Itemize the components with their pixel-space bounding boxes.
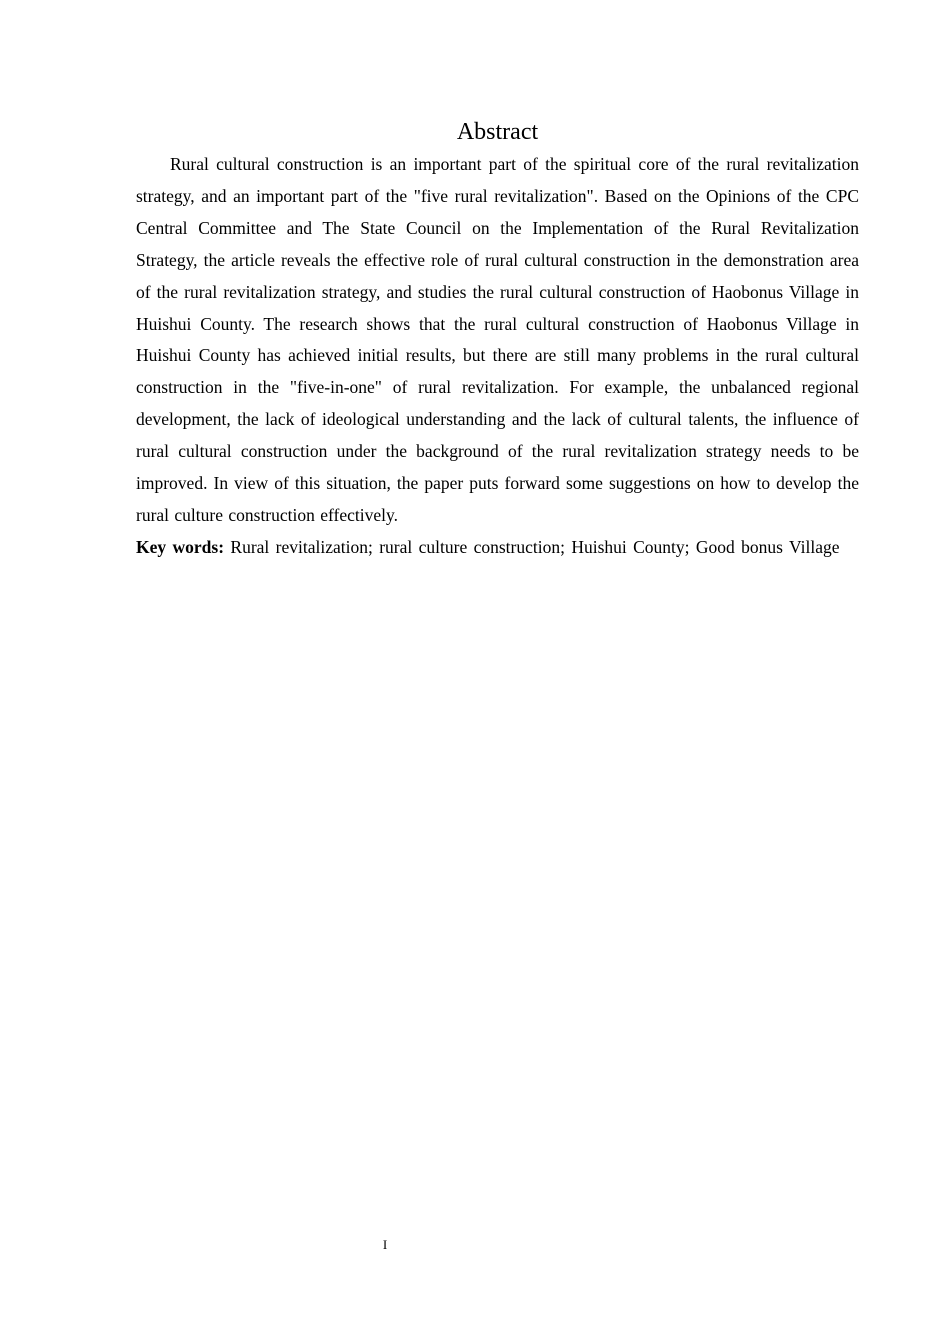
- keywords-text: Rural revitalization; rural culture construction; Huishui County; Good bonus Village: [224, 536, 840, 557]
- keywords-paragraph: [136, 532, 859, 564]
- page-number: I: [382, 1237, 388, 1252]
- keywords-label: Key words:: [136, 536, 225, 557]
- abstract-section: [136, 115, 859, 564]
- abstract-title: Abstract: [456, 119, 539, 145]
- abstract-body: Rural cultural construction is an important part of the spiritual core of the rural revitalization strategy, and an important part of the "five rural revitalization". Based on the Opinions of the CPC Central Committee and The State Council on the Implementation of the Rural Revitalization Strategy, the article reveals the effective role of rural cultural construction in the demonstration area of the rural revitalization strategy, and studies the rural cultural construction of Haobonus Village in Huishui County. The research shows that the rural cultural construction of Haobonus Village in Huishui County has achieved initial results, but there are still many problems in the rural cultural construction in the "five-in-one" of rural revitalization. For example, the unbalanced regional development, the lack of ideological understanding and the lack of cultural talents, the influence of rural cultural construction under the background of the rural revitalization strategy needs to be improved. In view of this situation, the paper puts forward some suggestions on how to develop the rural culture construction effectively.: [136, 154, 859, 525]
